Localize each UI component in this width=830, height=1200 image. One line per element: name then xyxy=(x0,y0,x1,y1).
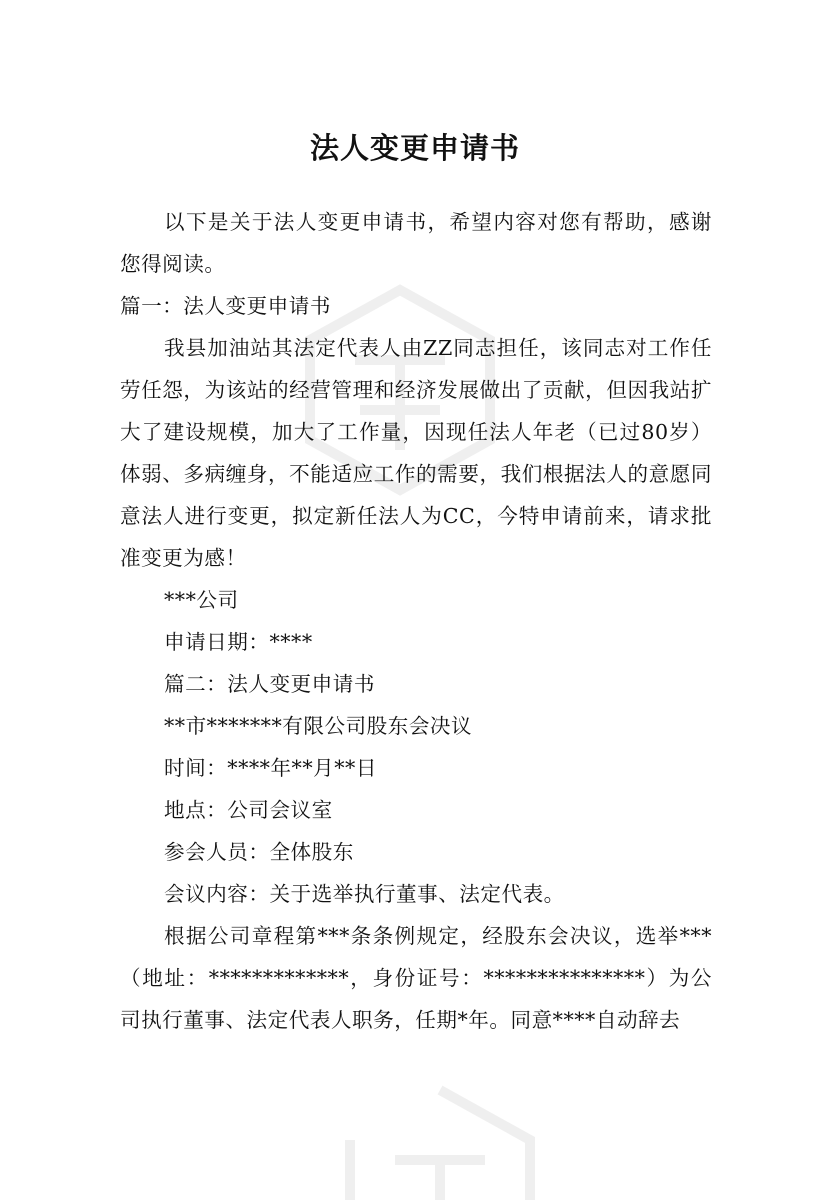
meeting-place-line: 地点：公司会议室 xyxy=(164,798,333,822)
meeting-time-line: 时间：****年**月**日 xyxy=(164,756,377,780)
document-title: 法人变更申请书 xyxy=(309,131,520,165)
company-line: ***公司 xyxy=(164,588,239,612)
section-one-body: 我县加油站其法定代表人由ZZ同志担任，该同志对工作任劳任怨，为该站的经营管理和经济发展做出了贡献，但因我站扩大了建设规模，加大了工作量，因现任法人年老（已过80岁）体弱、多病缠身，不能适应工作的需要，我们根据法人的意愿同意法人进行变更，拟定新任法人为CC，今特申请前来，请求批准变更为感！ xyxy=(120,336,712,570)
intro-paragraph: 以下是关于法人变更申请书，希望内容对您有帮助，感谢您得阅读。 xyxy=(120,210,712,276)
section-two-heading: 篇二：法人变更申请书 xyxy=(164,672,375,696)
apply-date-line: 申请日期：**** xyxy=(164,630,313,654)
resolution-title: **市*******有限公司股东会决议 xyxy=(164,714,473,738)
meeting-content-line: 会议内容：关于选举执行董事、法定代表。 xyxy=(164,882,565,906)
watermark-logo-icon xyxy=(340,1080,540,1200)
attendees-line: 参会人员：全体股东 xyxy=(164,840,354,864)
section-one-heading: 篇一：法人变更申请书 xyxy=(120,294,331,318)
document-body xyxy=(120,201,712,1041)
resolution-body: 根据公司章程第***条条例规定，经股东会决议，选举***（地址：*************，身份证号：***************）为公司执行董事、法定代表人职务，任期*年。同意****自动辞去 xyxy=(120,924,712,1032)
